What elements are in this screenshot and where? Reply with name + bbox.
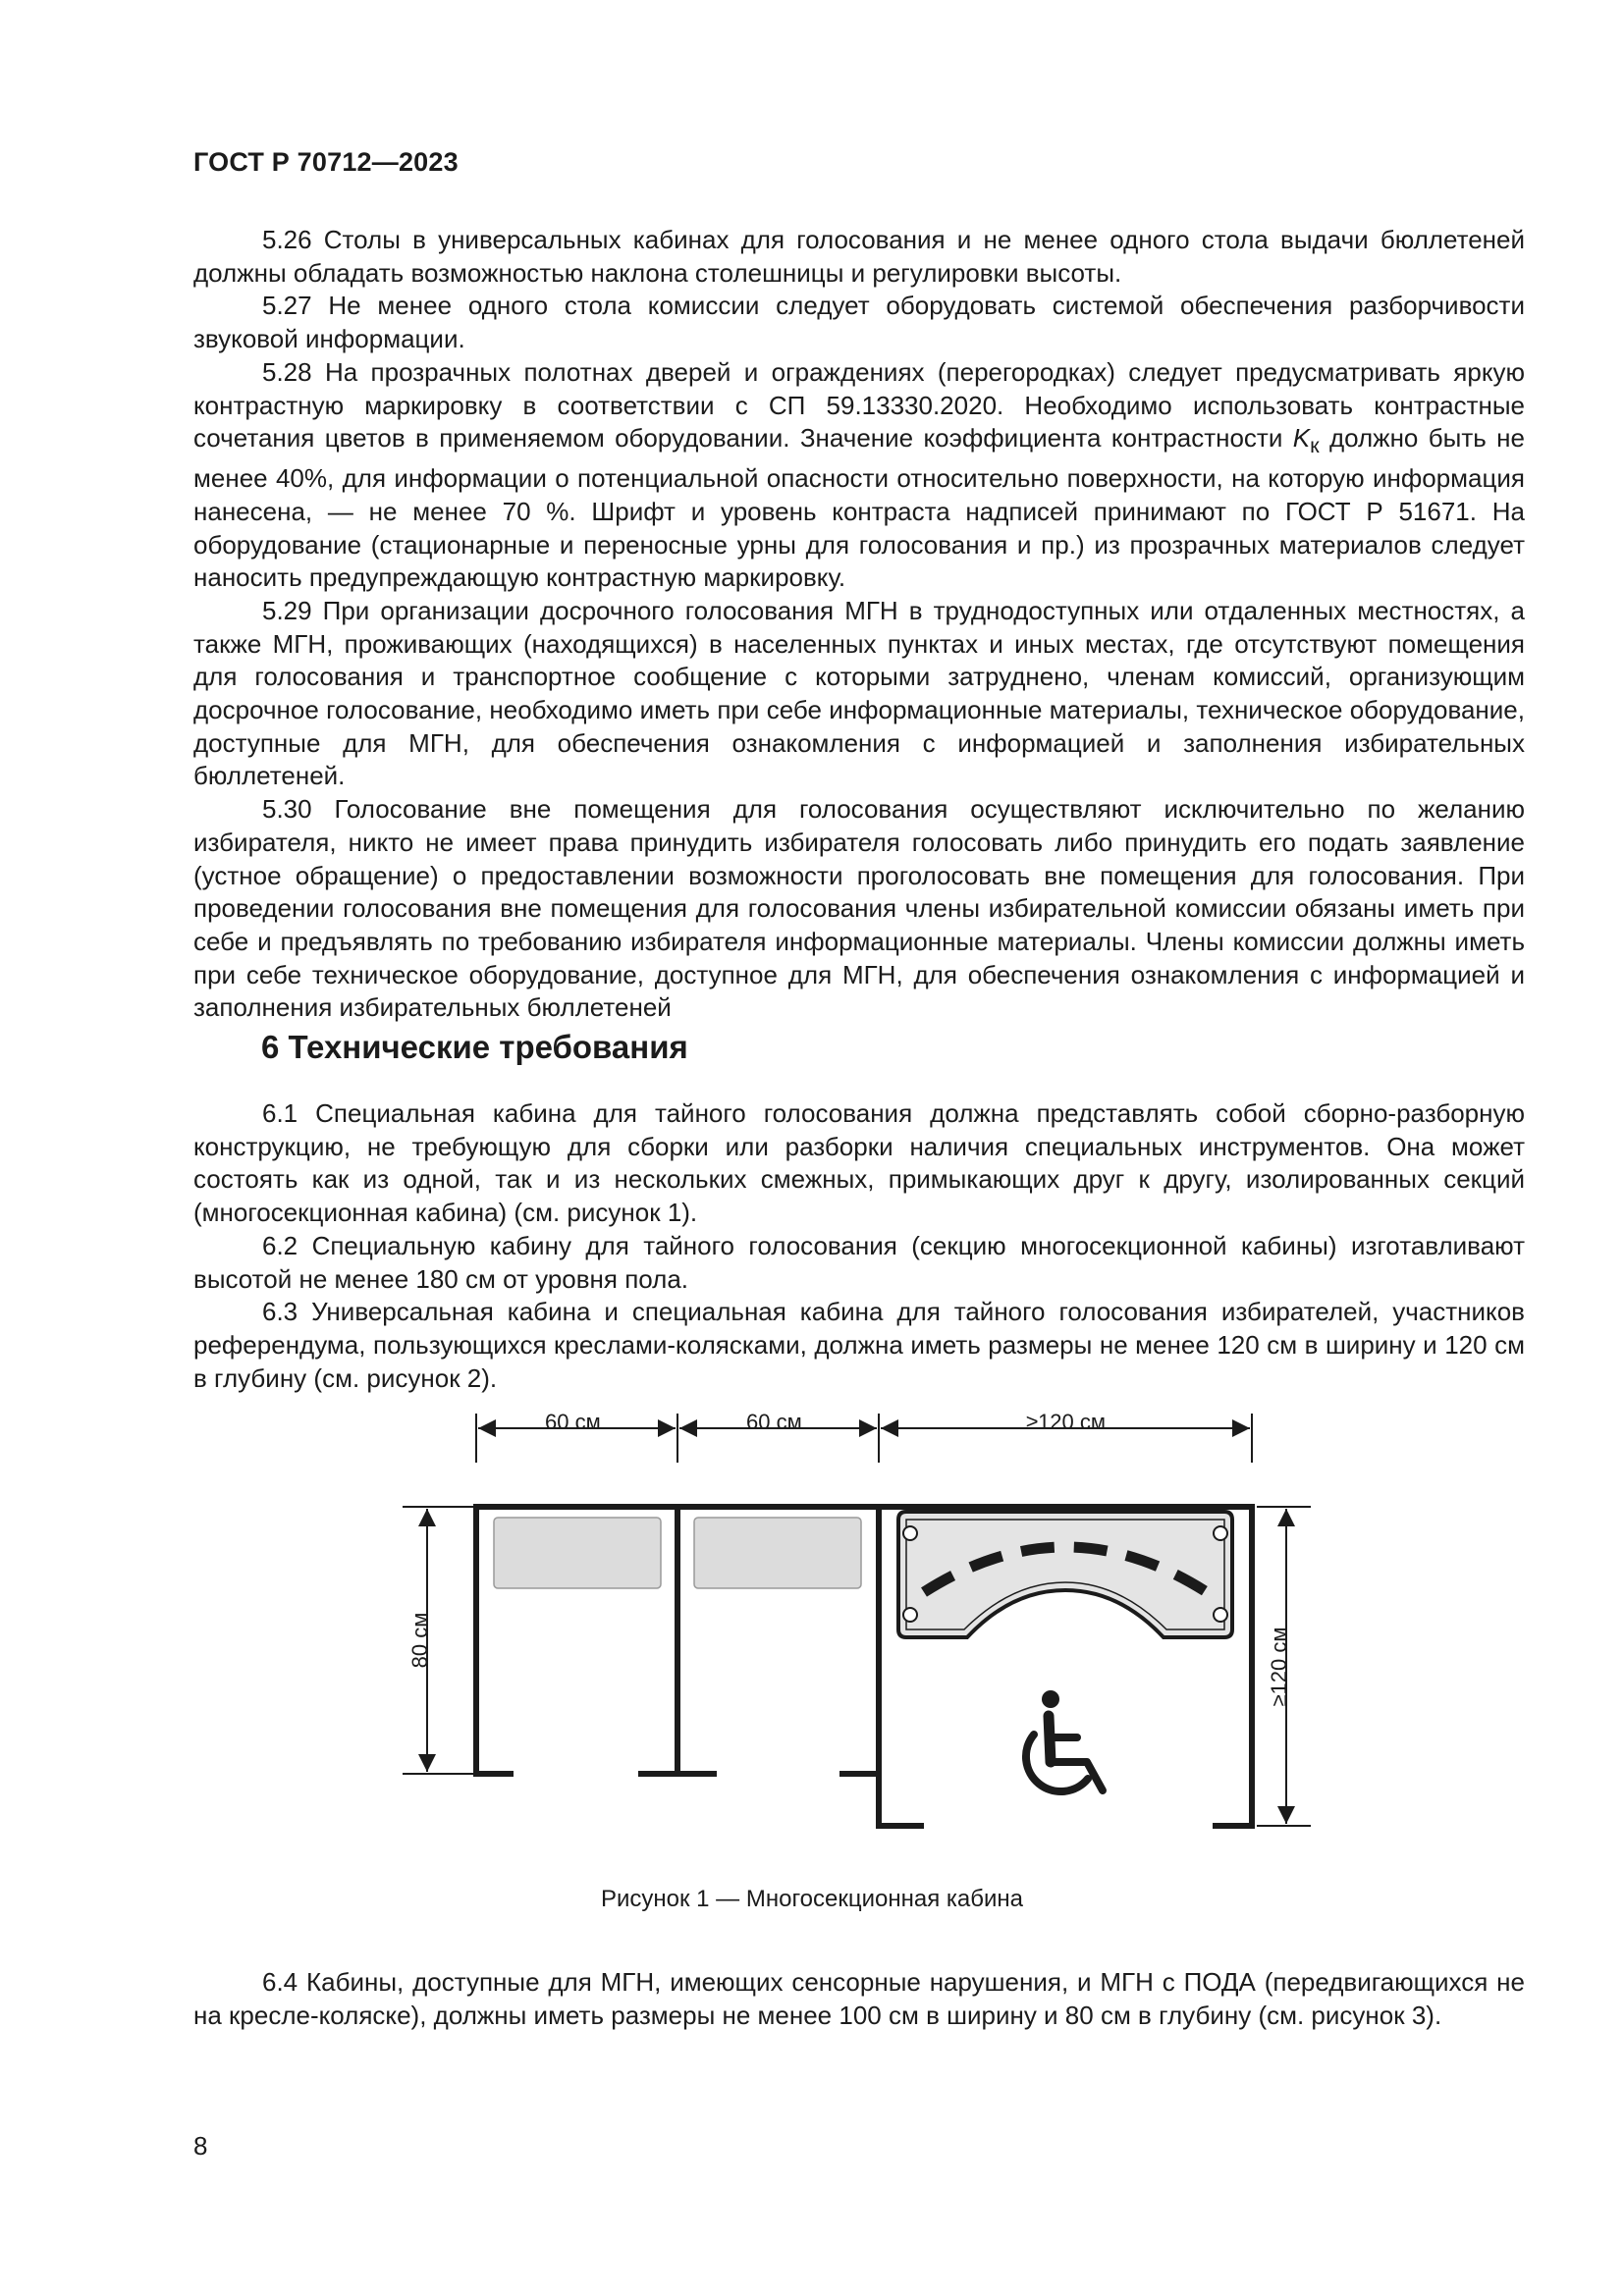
contrast-symbol: K [1292, 423, 1311, 454]
section-6-text [193, 1097, 1525, 1395]
paragraph-6-2: 6.2 Специальную кабину для тайного голосования (секцию многосекционной кабины) изготавливают высотой не менее 180 см от уровня пола. [193, 1230, 1525, 1294]
paragraph-6-3: 6.3 Универсальная кабина и специальная кабина для тайного голосования избирателей, участников референдума, пользующихся креслами-колясками, должна иметь размеры не менее 120 см в ширину и 120 см в глубину (см. рисунок 2). [193, 1297, 1525, 1393]
document-code: ГОСТ Р 70712—2023 [193, 147, 459, 177]
paragraph-5-28-part-a: 5.28 На прозрачных полотнах дверей и ограждениях (перегородках) следует предусматривать яркую контрастную маркировку в соответствии с СП 59.13330.2020. Необходимо использовать контрастные сочетания цветов в применяемом оборудовании. Значение коэффициента контрастности [193, 356, 1525, 454]
paragraph-5-30: 5.30 Голосование вне помещения для голосования осуществляют исключительно по желанию избирателя, никто не имеет права принудить избирателя голосовать либо принудить его подать заявление (устное обращение) о предоставлении возможности проголосовать вне помещения для голосования. При проведении голосования вне помещения для голосования члены избирательной комиссии обязаны иметь при себе и предъявлять по требованию избирателя информационные материалы. Члены комиссии должны иметь при себе техническое оборудование, доступное для МГН, для обеспечения ознакомления с информацией и заполнения избирательных бюллетеней [193, 794, 1525, 1023]
shelf-section-1 [494, 1518, 661, 1588]
section-6-text-continued [193, 1966, 1525, 2032]
paragraph-5-29: 5.29 При организации досрочного голосования МГН в труднодоступных или отдаленных местностях, а также МГН, проживающих (находящихся) в населенных пунктах и иных местах, где отсутствуют помещения для голосования и транспортное сообщение с которыми затруднено, членам комиссий, организующим досрочное голосование, необходимо иметь при себе информационные материалы, техническое оборудование, доступные для МГН, для обеспечения ознакомления с информацией и заполнения избирательных бюллетеней. [193, 595, 1525, 791]
shelf-section-2 [694, 1518, 861, 1588]
accessible-table [898, 1512, 1232, 1637]
paragraph-6-1: 6.1 Специальная кабина для тайного голосования должна представлять собой сборно-разборную конструкцию, не требующую для сборки или разборки наличия специальных инструментов. Она может состоять как из одной, так и из нескольких смежных, примыкающих друг к другу, изолированных секций (многосекционная кабина) (см. рисунок 1). [193, 1098, 1525, 1228]
section-6-heading: 6 Технические требования [261, 1029, 688, 1065]
booth-plan-drawing [388, 1414, 1311, 1865]
paragraph-5-26: 5.26 Столы в универсальных кабинах для голосования и не менее одного стола выдачи бюллетеней должны обладать возможностью наклона столешницы и регулировки высоты. [193, 225, 1525, 288]
contrast-subscript: к [1310, 433, 1320, 458]
depth-label-left: 80 см [407, 1612, 432, 1669]
paragraph-6-4: 6.4 Кабины, доступные для МГН, имеющих сенсорные нарушения, и МГН с ПОДА (передвигающихся не на кресле-коляске), должны иметь размеры не менее 100 см в ширину и 80 см в глубину (см. рисунок 3). [193, 1967, 1525, 2030]
page-number: 8 [193, 2131, 208, 2161]
paragraph-5-27: 5.27 Не менее одного стола комиссии следует оборудовать системой обеспечения разборчивости звуковой информации. [193, 291, 1525, 354]
width-label-section-1: 60 см [545, 1410, 601, 1434]
depth-label-right: ≥120 см [1267, 1627, 1291, 1707]
paragraph-5-28-part-b: должно быть не менее 40%, для информации о потенциальной опасности относительно поверхности, на которую информация нанесена, — не менее 70 %. Шрифт и уровень контраста надписей принимают по ГОСТ Р 51671. На оборудование (стационарные и переносные урны для голосования и пр.) из прозрачных материалов следует наносить предупреждающую контрастную маркировку. [193, 423, 1525, 593]
figure-1-multisection-booth [388, 1410, 1311, 1865]
paragraph-5-28 [193, 356, 1525, 595]
section-5-text [193, 224, 1525, 1025]
width-label-accessible-section: ≥120 см [1026, 1410, 1107, 1434]
width-label-section-2: 60 см [746, 1410, 802, 1434]
figure-1-caption: Рисунок 1 — Многосекционная кабина [600, 1886, 1024, 1912]
wheelchair-icon [1026, 1690, 1103, 1791]
